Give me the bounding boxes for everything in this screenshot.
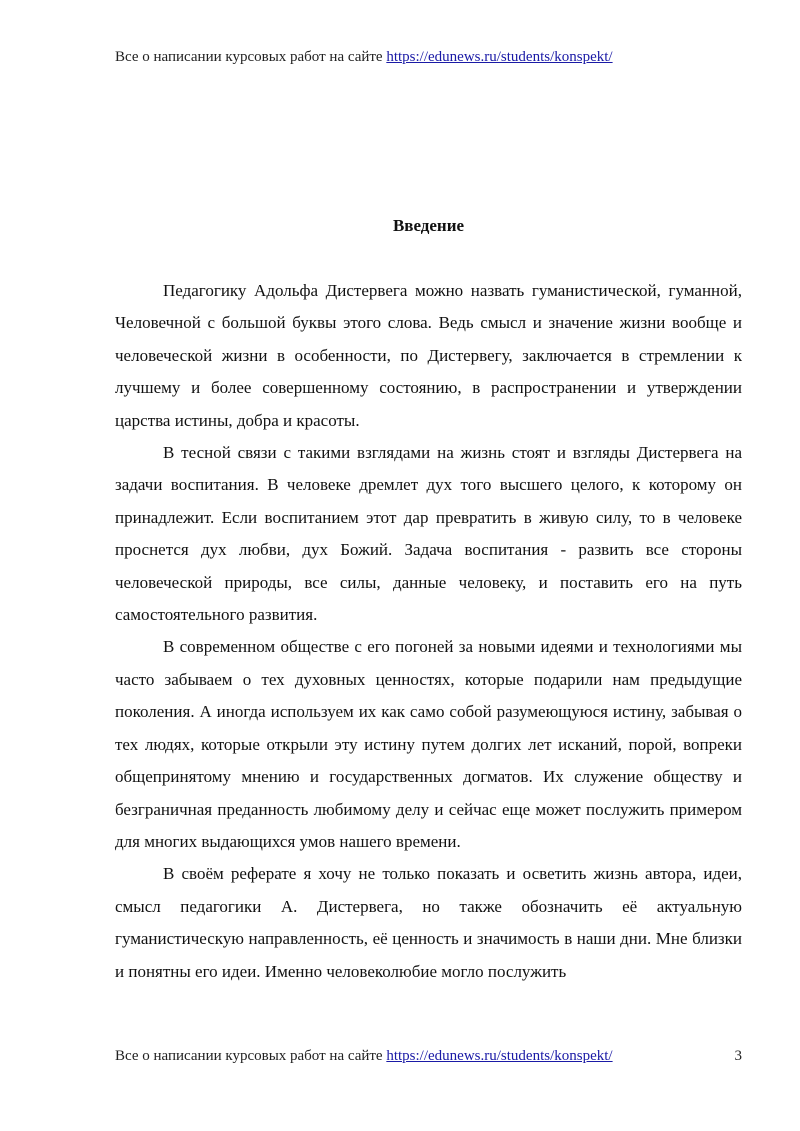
page-number: 3 <box>734 1048 742 1064</box>
section-title: Введение <box>392 216 465 235</box>
page-footer <box>115 1046 742 1066</box>
paragraph: Педагогику Адольфа Дистервега можно назвать гуманистической, гуманной, Человечной с большой буквы этого слова. Ведь смысл и значение жизни вообще и человеческой жизни в особенности, по Дистервегу, заключается в стремлении к лучшему и более совершенному состоянию, в распространении и утверждении царства истины, добра и красоты. <box>115 281 742 430</box>
paragraph: В тесной связи с такими взглядами на жизнь стоят и взгляды Дистервега на задачи воспитания. В человеке дремлет дух того высшего целого, к которому он принадлежит. Если воспитанием этот дар превратить в живую силу, то в человеке проснется дух любви, дух Божий. Задача воспитания - развить все стороны человеческой природы, все силы, данные человеку, и поставить его на путь самостоятельного развития. <box>115 443 742 625</box>
footer-link[interactable]: https://edunews.ru/students/konspekt/ <box>386 1048 613 1064</box>
header-link[interactable]: https://edunews.ru/students/konspekt/ <box>386 49 613 65</box>
paragraph: В своём реферате я хочу не только показать и осветить жизнь автора, идеи, смысл педагогики А. Дистервега, но также обозначить её актуальную гуманистическую направленность, её ценность и значимость в наши дни. Мне близки и понятны его идеи. Именно человеколюбие могло послужить <box>115 864 742 981</box>
document-body <box>115 275 742 988</box>
footer-text: Все о написании курсовых работ на сайте <box>115 1048 383 1064</box>
header-text: Все о написании курсовых работ на сайте <box>115 49 383 65</box>
paragraph: В современном обществе с его погоней за новыми идеями и технологиями мы часто забываем о тех духовных ценностях, которые подарили нам предыдущие поколения. А иногда используем их как само собой разумеющуюся истину, забывая о тех людях, которые открыли эту истину путем долгих лет исканий, порой, вопреки общепринятому мнению и государственных догматов. Их служение обществу и безграничная преданность любимому делу и сейчас еще может послужить примером для многих выдающихся умов нашего времени. <box>115 637 742 851</box>
page-header <box>115 47 742 67</box>
